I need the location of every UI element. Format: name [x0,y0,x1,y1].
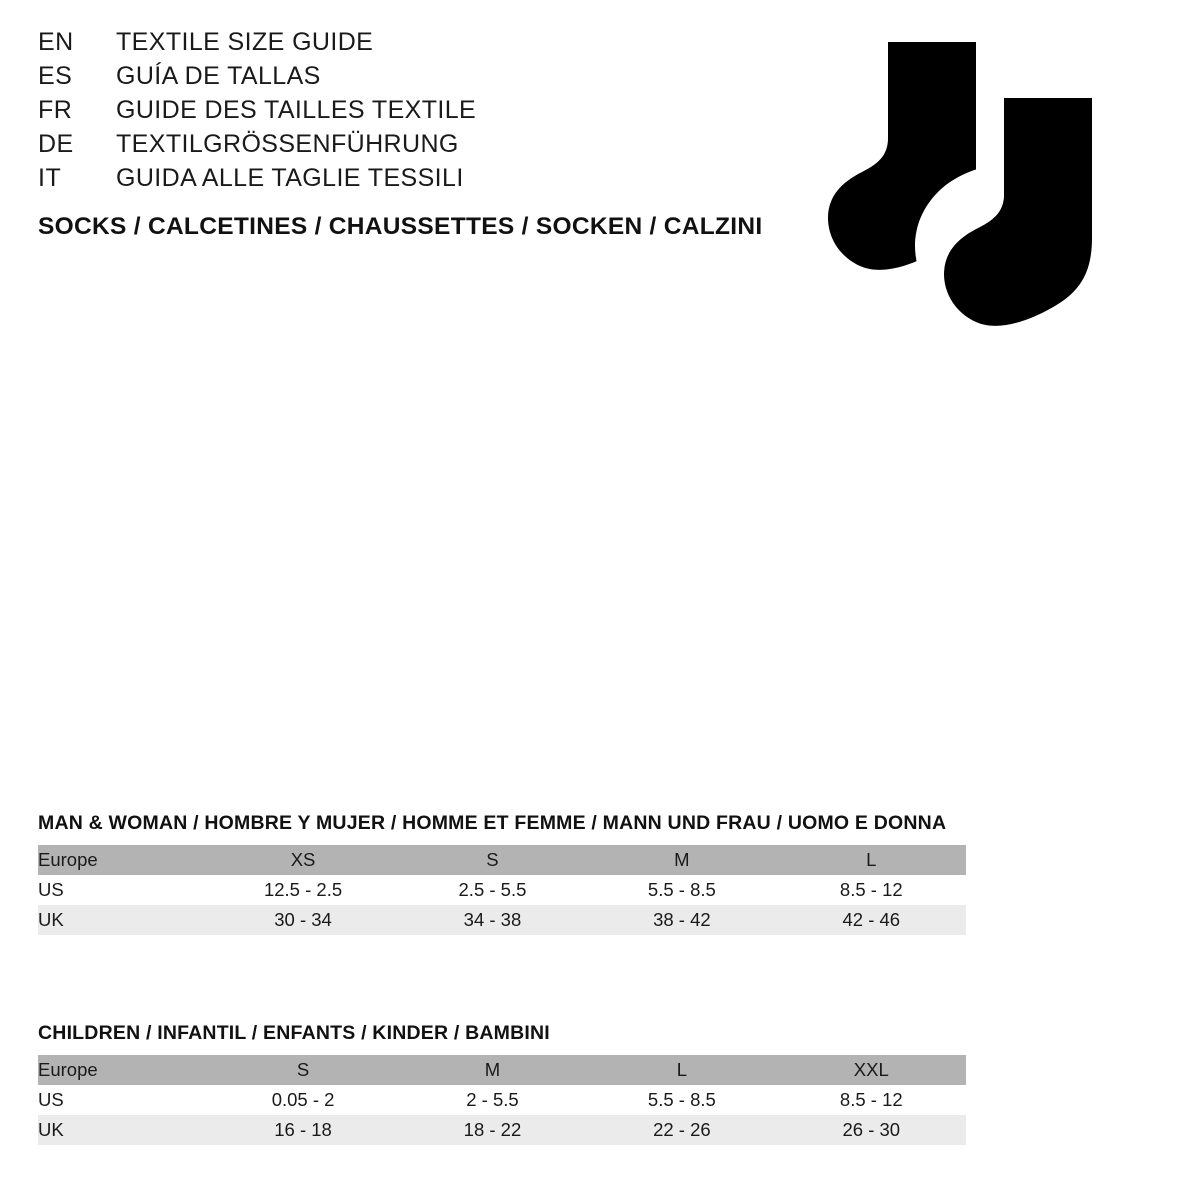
row-label-us: US [38,875,208,905]
cell-europe-2: S [398,845,587,875]
table-row [38,905,966,935]
language-code-fr: FR [38,96,73,124]
language-row-de [38,132,798,157]
language-row-fr [38,98,798,123]
table-row [38,1055,966,1085]
language-code-de: DE [38,130,74,158]
cell-us-3: 5.5 - 8.5 [587,1085,776,1115]
size-section-adult [38,812,966,935]
language-text-en: TEXTILE SIZE GUIDE [116,28,374,56]
language-code-en: EN [38,28,74,56]
cell-europe-3: L [587,1055,776,1085]
cell-uk-2: 18 - 22 [398,1115,587,1145]
language-code-es: ES [38,62,73,90]
table-row [38,875,966,905]
language-text-it: GUIDA ALLE TAGLIE TESSILI [116,164,464,192]
language-row-en [38,30,798,55]
product-category-title: SOCKS / CALCETINES / CHAUSSETTES / SOCKEN / CALZINI [38,213,763,240]
row-label-europe: Europe [38,1055,208,1085]
size-section-children [38,1022,966,1145]
section-title-children: CHILDREN / INFANTIL / ENFANTS / KINDER / BAMBINI [38,1022,550,1044]
cell-uk-1: 30 - 34 [208,905,397,935]
section-title-adult: MAN & WOMAN / HOMBRE Y MUJER / HOMME ET FEMME / MANN UND FRAU / UOMO E DONNA [38,812,947,834]
size-table-children [38,1055,966,1145]
table-row [38,1085,966,1115]
cell-uk-4: 42 - 46 [777,905,966,935]
language-row-it [38,166,798,191]
language-text-fr: GUIDE DES TAILLES TEXTILE [116,96,477,124]
cell-us-1: 0.05 - 2 [208,1085,397,1115]
cell-uk-4: 26 - 30 [777,1115,966,1145]
size-table-adult [38,845,966,935]
row-label-uk: UK [38,1115,208,1145]
cell-us-4: 8.5 - 12 [777,875,966,905]
cell-europe-1: XS [208,845,397,875]
cell-uk-2: 34 - 38 [398,905,587,935]
table-row [38,845,966,875]
language-code-it: IT [38,164,62,192]
cell-us-3: 5.5 - 8.5 [587,875,776,905]
language-text-es: GUÍA DE TALLAS [116,62,321,90]
language-text-de: TEXTILGRÖSSENFÜHRUNG [116,130,459,158]
row-label-us: US [38,1085,208,1115]
cell-us-2: 2.5 - 5.5 [398,875,587,905]
cell-europe-4: XXL [777,1055,966,1085]
cell-europe-2: M [398,1055,587,1085]
cell-uk-1: 16 - 18 [208,1115,397,1145]
cell-us-1: 12.5 - 2.5 [208,875,397,905]
cell-us-2: 2 - 5.5 [398,1085,587,1115]
row-label-uk: UK [38,905,208,935]
header-block [38,30,798,241]
cell-uk-3: 38 - 42 [587,905,776,935]
socks-illustration [800,26,1140,366]
cell-europe-3: M [587,845,776,875]
cell-europe-4: L [777,845,966,875]
cell-uk-3: 22 - 26 [587,1115,776,1145]
table-row [38,1115,966,1145]
language-row-es [38,64,798,89]
row-label-europe: Europe [38,845,208,875]
cell-europe-1: S [208,1055,397,1085]
cell-us-4: 8.5 - 12 [777,1085,966,1115]
